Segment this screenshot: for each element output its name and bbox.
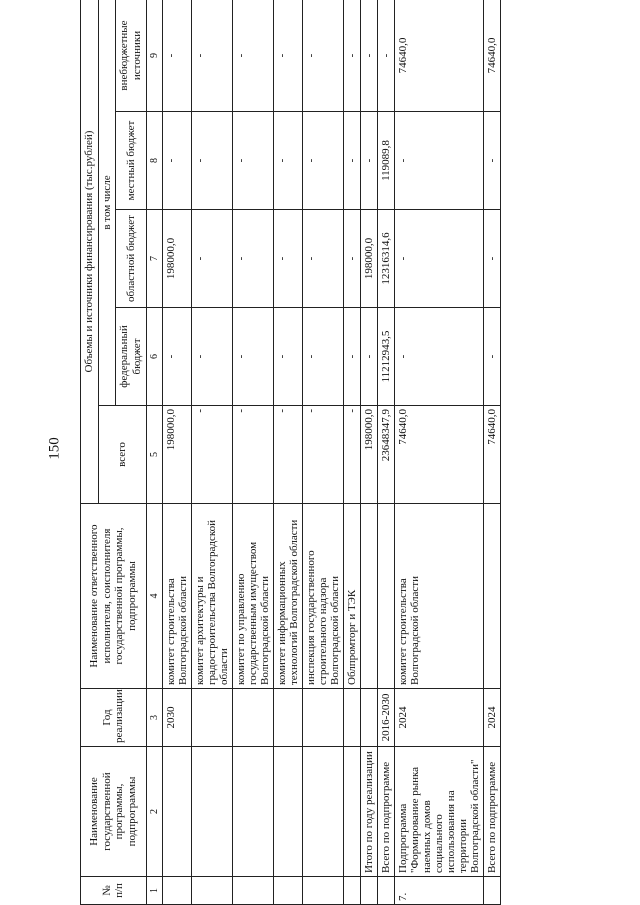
header-num: № п/п [81, 877, 147, 905]
cell-name: Всего по подпрограмме [378, 747, 395, 877]
cell-reg: 198000,0 [163, 210, 192, 308]
cell-name [163, 747, 192, 877]
header-extrabudget: внебюджетные источники [116, 0, 146, 112]
cell-loc: - [344, 112, 361, 210]
table-row [395, 0, 484, 905]
cell-num: 7. [395, 877, 484, 905]
cell-total: - [192, 406, 233, 504]
header-regional: областной бюджет [116, 210, 146, 308]
cell-num [233, 877, 274, 905]
cell-num [344, 877, 361, 905]
cell-loc: - [395, 112, 484, 210]
cell-total: - [233, 406, 274, 504]
cell-exec: комитет информационных технологий Волгоградской области [274, 504, 303, 689]
cell-name: Всего по подпрограмме [484, 747, 501, 877]
cell-num [274, 877, 303, 905]
cell-reg: - [395, 210, 484, 308]
cell-num [163, 877, 192, 905]
cell-name: Итого по году реализации [361, 747, 378, 877]
cell-total: 74640,0 [395, 406, 484, 504]
cell-name [303, 747, 344, 877]
cell-exec: инспекция государственного строительного надзора Волгоградской области [303, 504, 344, 689]
cell-reg: - [484, 210, 501, 308]
table-row [361, 0, 378, 905]
table-row [163, 0, 192, 905]
page-number: 150 [46, 437, 63, 460]
cell-reg: - [344, 210, 361, 308]
cell-fed: 11212943,5 [378, 308, 395, 406]
cell-loc: - [274, 112, 303, 210]
cell-total: 198000,0 [361, 406, 378, 504]
col-index: 4 [146, 504, 163, 689]
cell-total: 23648347,9 [378, 406, 395, 504]
cell-num [192, 877, 233, 905]
cell-exec: комитет архитектуры и градостроительства Волгоградской области [192, 504, 233, 689]
cell-ext: 74640,0 [484, 0, 501, 112]
cell-ext: - [361, 0, 378, 112]
header-federal: федеральный бюджет [116, 308, 146, 406]
cell-exec [361, 504, 378, 689]
cell-num [484, 877, 501, 905]
cell-year: 2016-2030 [378, 689, 395, 747]
cell-fed: - [303, 308, 344, 406]
cell-reg: - [233, 210, 274, 308]
cell-fed: - [484, 308, 501, 406]
cell-reg: 198000,0 [361, 210, 378, 308]
cell-year [192, 689, 233, 747]
cell-loc: - [484, 112, 501, 210]
col-index: 5 [146, 406, 163, 504]
cell-fed: - [233, 308, 274, 406]
header-total: всего [98, 406, 146, 504]
col-index: 8 [146, 112, 163, 210]
cell-exec [378, 504, 395, 689]
cell-total: 74640,0 [484, 406, 501, 504]
cell-loc: 119089,8 [378, 112, 395, 210]
table-row [344, 0, 361, 905]
cell-year [361, 689, 378, 747]
cell-ext: - [163, 0, 192, 112]
cell-ext: - [303, 0, 344, 112]
cell-name [192, 747, 233, 877]
header-executor: Наименование ответственного исполнителя, соисполнителя государственной программы, подпрограммы [81, 504, 147, 689]
cell-ext: - [274, 0, 303, 112]
col-index: 3 [146, 689, 163, 747]
cell-fed: - [163, 308, 192, 406]
cell-total: - [303, 406, 344, 504]
cell-fed: - [192, 308, 233, 406]
cell-name [274, 747, 303, 877]
cell-loc: - [192, 112, 233, 210]
cell-fed: - [344, 308, 361, 406]
header-including: в том числе [98, 0, 116, 406]
cell-exec: Облпромторг и ТЭК [344, 504, 361, 689]
table-row [233, 0, 274, 905]
cell-fed: - [274, 308, 303, 406]
header-volumes: Объемы и источники финансирования (тыс.рублей) [81, 0, 99, 504]
cell-loc: - [303, 112, 344, 210]
cell-fed: - [361, 308, 378, 406]
cell-reg: - [192, 210, 233, 308]
cell-reg: - [274, 210, 303, 308]
cell-num [378, 877, 395, 905]
cell-year [303, 689, 344, 747]
table-row [303, 0, 344, 905]
cell-ext: - [344, 0, 361, 112]
cell-ext: 74640,0 [395, 0, 484, 112]
cell-loc: - [233, 112, 274, 210]
cell-exec: комитет по управлению государственным имуществом Волгоградской области [233, 504, 274, 689]
cell-reg: - [303, 210, 344, 308]
table-body [163, 0, 501, 905]
cell-year: 2030 [163, 689, 192, 747]
cell-name [233, 747, 274, 877]
cell-ext: - [192, 0, 233, 112]
col-index: 7 [146, 210, 163, 308]
header-local: местный бюджет [116, 112, 146, 210]
cell-year: 2024 [484, 689, 501, 747]
cell-num [361, 877, 378, 905]
cell-exec [484, 504, 501, 689]
cell-year [233, 689, 274, 747]
cell-num [303, 877, 344, 905]
table-row [192, 0, 233, 905]
cell-fed: - [395, 308, 484, 406]
cell-total: - [274, 406, 303, 504]
cell-reg: 12316314,6 [378, 210, 395, 308]
header-name: Наименование государственной программы, подпрограммы [81, 747, 147, 877]
cell-year [344, 689, 361, 747]
col-index: 2 [146, 747, 163, 877]
cell-total: - [344, 406, 361, 504]
cell-exec: комитет строительства Волгоградской области [395, 504, 484, 689]
cell-ext: - [233, 0, 274, 112]
table-row [274, 0, 303, 905]
cell-year [274, 689, 303, 747]
col-index: 1 [146, 877, 163, 905]
cell-exec: комитет строительства Волгоградской области [163, 504, 192, 689]
financing-table [80, 0, 501, 905]
cell-name [344, 747, 361, 877]
col-index: 6 [146, 308, 163, 406]
cell-loc: - [361, 112, 378, 210]
cell-name: Подпрограмма "Формирование рынка наемных домов социального использования на территории Волгоградской области" [395, 747, 484, 877]
cell-ext: - [378, 0, 395, 112]
cell-year: 2024 [395, 689, 484, 747]
cell-loc: - [163, 112, 192, 210]
cell-total: 198000,0 [163, 406, 192, 504]
rotated-table-sheet [80, 0, 620, 905]
header-year: Год реализации [81, 689, 147, 747]
col-index: 9 [146, 0, 163, 112]
table-row [484, 0, 501, 905]
table-row [378, 0, 395, 905]
